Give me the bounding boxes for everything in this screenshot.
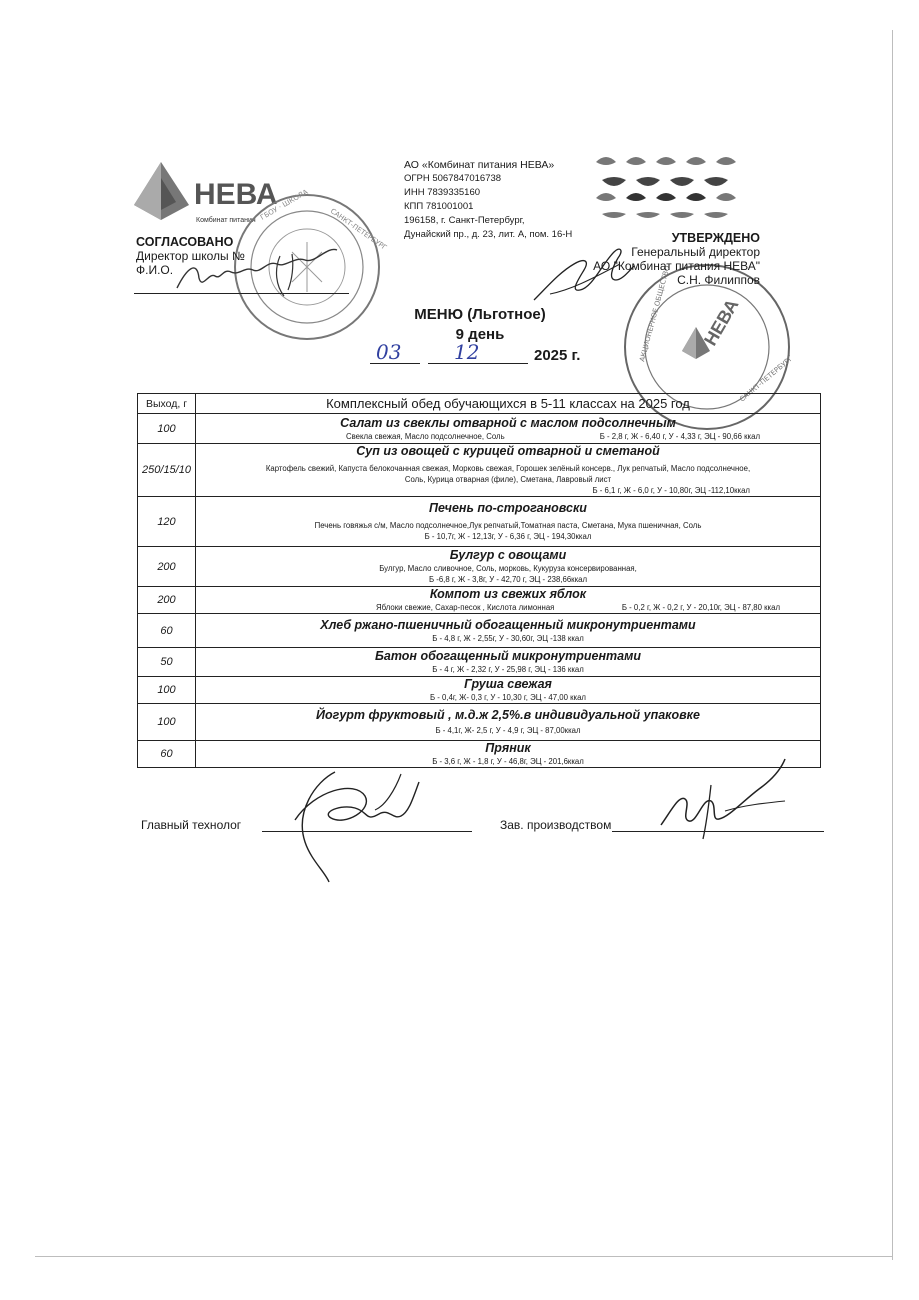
table-row: [138, 704, 821, 741]
technologist-signature: [275, 760, 435, 880]
page-edge-bottom: [35, 1256, 893, 1257]
table-row: [138, 614, 821, 648]
row-output: 50: [138, 648, 196, 677]
wave-pattern-decoration: [592, 154, 742, 224]
svg-text:АКЦИОНЕРНОЕ ОБЩЕСТВО: АКЦИОНЕРНОЕ ОБЩЕСТВО: [638, 264, 672, 363]
menu-date: [370, 340, 610, 364]
menu-table: [137, 393, 821, 768]
approved-heading: УТВЕРЖДЕНО: [671, 231, 760, 245]
org-inn: ИНН 7839335160: [404, 187, 481, 198]
dish-ingredients: Картофель свежий, Капуста белокочанная свежая, Морковь свежая, Горошек зелёный консерв., Лук репчатый, Масло подсолнечное, Соль, Курица отварная (филе), Сметана, Лавровый лист: [265, 464, 751, 484]
table-row: [138, 414, 821, 444]
dish-nutrition: Б - 10,7г, Ж - 12,13г, У - 6,36 г, ЭЦ - 194,30ккал: [424, 532, 592, 541]
dish-name: Батон обогащенный микронутриентами: [375, 649, 641, 663]
row-output: 60: [138, 741, 196, 768]
table-row: [138, 547, 821, 587]
agreed-heading: СОГЛАСОВАНО: [136, 235, 234, 249]
approved-position: Генеральный директор: [631, 245, 760, 259]
director-signature: [172, 250, 352, 300]
header-title: Комплексный обед обучающихся в 5-11 классах на 2025 год: [196, 394, 821, 414]
approved-name: С.Н. Филиппов: [677, 273, 760, 287]
document-title-block: [360, 305, 600, 345]
row-content: [196, 587, 821, 614]
dish-nutrition: Б - 0,4г, Ж- 0,3 г, У - 10,30 г, ЭЦ - 47,00 ккал: [430, 693, 586, 702]
row-content: [196, 497, 821, 547]
organization-details: [404, 158, 572, 242]
dish-name: Компот из свежих яблок: [429, 587, 587, 601]
row-output: 100: [138, 677, 196, 704]
table-row: [138, 677, 821, 704]
dish-ingredients: Свекла свежая, Масло подсолнечное, Соль: [346, 431, 505, 441]
org-name: АО «Комбинат питания НЕВА»: [404, 159, 555, 171]
technologist-label: Главный технолог: [141, 818, 242, 832]
approved-company: АО "Комбинат питания НЕВА": [593, 259, 760, 273]
dish-nutrition: Б - 2,8 г, Ж - 6,40 г, У - 4,33 г, ЭЦ - 90,66 ккал: [599, 431, 760, 441]
agreed-fio-label: Ф.И.О.: [136, 263, 174, 277]
logo-subtitle: Комбинат питания: [196, 217, 256, 224]
production-head-label: Зав. производством: [500, 818, 612, 832]
svg-text:САНКТ-ПЕТЕРБУРГ: САНКТ-ПЕТЕРБУРГ: [738, 354, 795, 404]
dish-nutrition: Б - 0,2 г, Ж - 0,2 г, У - 20,10г, ЭЦ - 87,80 ккал: [621, 603, 780, 612]
row-content: [196, 414, 821, 444]
dish-name: Булгур с овощами: [449, 548, 567, 562]
row-output: 120: [138, 497, 196, 547]
dish-name: Хлеб ржано-пшеничный обогащенный микронутриентами: [320, 617, 696, 632]
general-director-signature: [530, 238, 640, 308]
row-output: 60: [138, 614, 196, 648]
dish-name: Суп из овощей с курицей отварной и сметаной: [356, 444, 660, 458]
row-content: [196, 677, 821, 704]
dish-nutrition: Б - 6,1 г, Ж - 6,0 г, У - 10,80г, ЭЦ -112,10ккал: [592, 486, 750, 495]
row-output: 100: [138, 704, 196, 741]
row-output: 200: [138, 547, 196, 587]
dish-nutrition: Б - 4,8 г, Ж - 2,55г, У - 30,60г, ЭЦ -138 ккал: [432, 633, 584, 643]
dish-name: Печень по-строгановски: [429, 501, 587, 515]
dish-name: Салат из свеклы отварной с маслом подсолнечным: [340, 415, 676, 430]
svg-text:ГБОУ · ШКОЛА: ГБОУ · ШКОЛА: [259, 188, 310, 222]
table-header-row: [138, 394, 821, 414]
row-output: 100: [138, 414, 196, 444]
svg-text:САНКТ-ПЕТЕРБУРГ: САНКТ-ПЕТЕРБУРГ: [328, 207, 389, 253]
dish-nutrition: Б - 4,1г, Ж- 2,5 г, У - 4,9 г, ЭЦ - 87,00ккал: [435, 726, 581, 735]
dish-name: Груша свежая: [464, 677, 552, 691]
logo-brand: НЕВА: [194, 178, 278, 211]
header-output: Выход, г: [138, 394, 196, 414]
date-month: 12: [454, 340, 480, 364]
date-year: 2025 г.: [534, 347, 581, 364]
menu-title: МЕНЮ (Льготное): [414, 306, 546, 323]
row-content: [196, 444, 821, 497]
dish-name: Пряник: [485, 741, 531, 755]
dish-ingredients: Печень говяжья с/м, Масло подсолнечное,Лук репчатый,Томатная паста, Сметана, Мука пшеничная, Соль: [314, 521, 702, 530]
dish-ingredients: Яблоки свежие, Сахар-песок , Кислота лимонная: [376, 603, 555, 612]
row-content: [196, 648, 821, 677]
date-day: 03: [376, 340, 402, 364]
dish-nutrition: Б - 3,6 г, Ж - 1,8 г, У - 46,8г, ЭЦ - 201,6ккал: [432, 757, 584, 766]
row-output: 200: [138, 587, 196, 614]
org-ogrn: ОГРН 5067847016738: [404, 173, 502, 184]
production-head-signature: [655, 755, 795, 845]
org-address-1: 196158, г. Санкт-Петербург,: [404, 215, 525, 226]
dish-nutrition: Б - 4 г, Ж - 2,32 г, У - 25,98 г, ЭЦ - 136 ккал: [432, 665, 584, 674]
row-output: 250/15/10: [138, 444, 196, 497]
table-row: [138, 444, 821, 497]
org-kpp: КПП 781001001: [404, 201, 474, 212]
row-content: [196, 547, 821, 587]
dish-ingredients: Булгур, Масло сливочное, Соль, морковь, Кукуруза консервированная,: [379, 564, 637, 573]
page-edge-right: [892, 30, 893, 1260]
agreed-position: Директор школы №: [136, 249, 245, 263]
table-row: [138, 497, 821, 547]
row-content: [196, 614, 821, 648]
org-address-2: Дунайский пр., д. 23, лит. А, пом. 16-Н: [404, 229, 573, 240]
table-row: [138, 587, 821, 614]
dish-name: Йогурт фруктовый , м.д.ж 2,5%.в индивидуальной упаковке: [316, 708, 700, 722]
svg-text:НЕВА: НЕВА: [700, 295, 743, 349]
dish-nutrition: Б -6,8 г, Ж - 3,8г, У - 42,70 г, ЭЦ - 238,66ккал: [428, 575, 588, 584]
menu-day: 9 день: [455, 326, 505, 343]
row-content: [196, 704, 821, 741]
table-row: [138, 648, 821, 677]
